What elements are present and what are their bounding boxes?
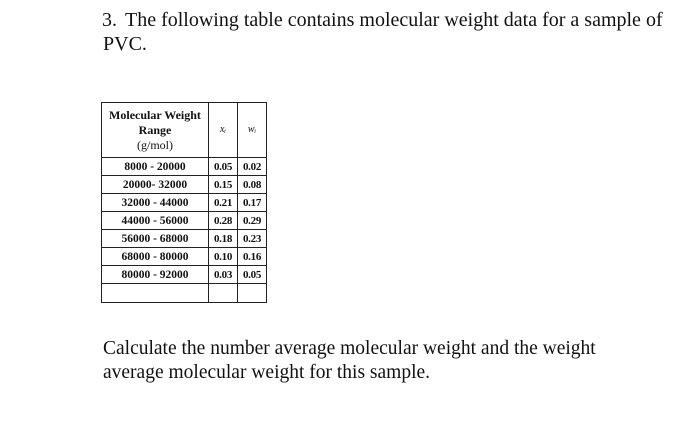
range-cell: 8000 - 20000 [102,158,209,176]
empty-cell [209,284,238,303]
x-cell: 0.28 [209,212,238,230]
w-cell: 0.02 [238,158,267,176]
empty-cell [238,284,267,303]
w-cell: 0.05 [238,266,267,284]
table-row [102,248,267,266]
range-cell: 68000 - 80000 [102,248,209,266]
range-cell: 56000 - 68000 [102,230,209,248]
table-row-empty [102,284,267,303]
range-cell: 44000 - 56000 [102,212,209,230]
header-weight-fraction: wᵢ [238,103,267,158]
molecular-weight-table [101,102,267,303]
x-cell: 0.18 [209,230,238,248]
x-cell: 0.03 [209,266,238,284]
range-cell: 80000 - 92000 [102,266,209,284]
question-body: The following table contains molecular weight data for a sample of PVC. [103,9,663,55]
w-cell: 0.16 [238,248,267,266]
range-cell: 20000- 32000 [102,176,209,194]
table-row [102,158,267,176]
header-number-fraction: xᵢ [209,103,238,158]
header-range-line1: Molecular Weight [109,107,201,122]
x-cell: 0.10 [209,248,238,266]
table-row [102,194,267,212]
x-cell: 0.21 [209,194,238,212]
x-cell: 0.05 [209,158,238,176]
instruction-text: Calculate the number average molecular weight and the weight average molecular weight for this sample. [103,338,596,383]
table-row [102,266,267,284]
w-cell: 0.17 [238,194,267,212]
header-range-unit: (g/mol) [137,137,173,152]
table-row [102,176,267,194]
table-header-row [102,103,267,158]
x-cell: 0.15 [209,176,238,194]
table-body [102,158,267,303]
question-text [103,8,663,56]
empty-cell [102,284,209,303]
table-row [102,212,267,230]
w-cell: 0.29 [238,212,267,230]
range-cell: 32000 - 44000 [102,194,209,212]
w-cell: 0.08 [238,176,267,194]
header-range-line2: Range [138,122,172,137]
question-number: 3. [102,9,117,31]
table-row [102,230,267,248]
header-molecular-weight-range [102,103,209,158]
w-cell: 0.23 [238,230,267,248]
